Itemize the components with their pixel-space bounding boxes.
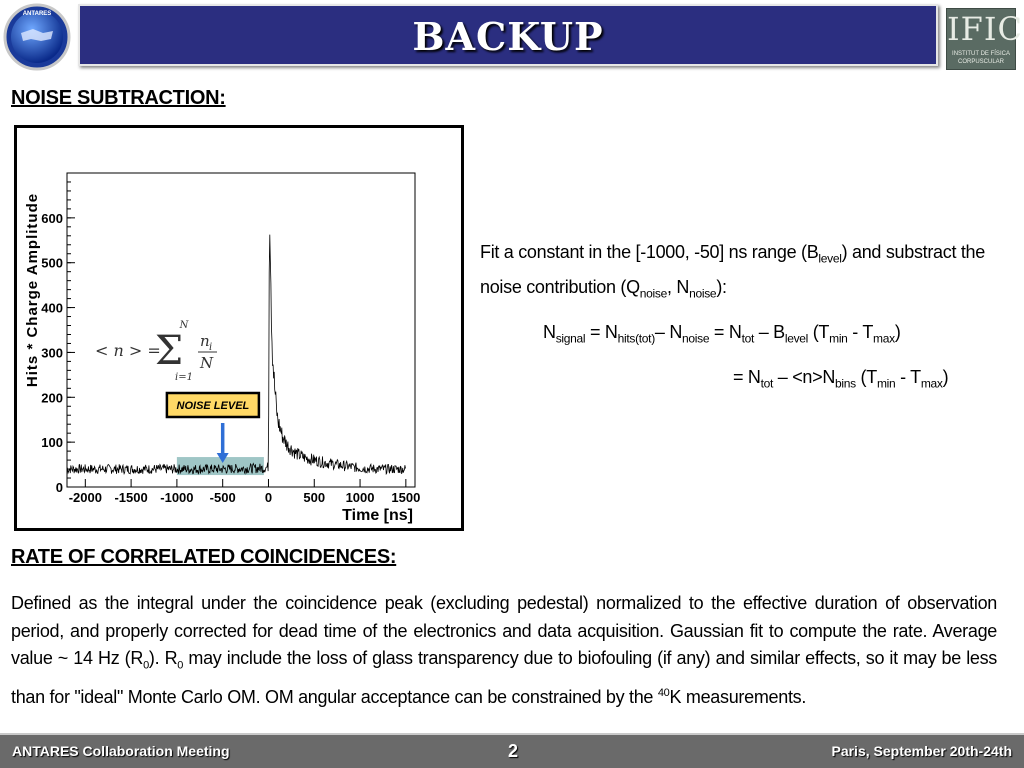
ific-logo-line2: CORPUSCULAR [957,59,1004,65]
y-tick-label: 0 [55,480,63,495]
x-tick-label: -2000 [68,490,102,505]
eq1-part: = N [709,322,742,342]
antares-logo [3,3,71,71]
formula-sigma: Σ [154,328,184,374]
eq1-part: – N [654,322,683,342]
eq1-sub: max [873,331,895,346]
para-text-4: K measurements. [669,687,807,708]
y-tick-label: 300 [41,345,63,361]
eq2-sub: tot [760,376,774,391]
correlated-coincidences-heading: RATE OF CORRELATED COINCIDENCES: [11,546,397,568]
footer-meeting: ANTARES Collaboration Meeting [12,743,230,759]
y-tick-label: 500 [41,255,63,271]
eq2-sub: min [876,376,896,391]
noise-subtraction-heading: NOISE SUBTRACTION: [11,87,226,109]
desc-sub-level: level [818,251,842,266]
desc-text-4: ): [716,276,727,297]
x-axis-label: Time [ns] [342,507,413,524]
x-tick-label: 1500 [391,490,421,505]
formula-sum-bottom: i=1 [175,372,193,383]
y-axis-label: Hits * Charge Amplitude [24,192,41,388]
para-sup-40: 40 [657,687,670,700]
footer-page-number: 2 [508,741,519,761]
signal-equation-continued [733,367,948,391]
eq2-part: – <n>N [773,367,836,387]
desc-text-3: , N [667,276,690,297]
x-tick-label: 500 [303,490,326,505]
formula-numerator-sub: i [209,342,213,353]
eq2-part: ) [942,367,949,387]
eq1-sub: noise [682,331,710,346]
y-tick-label: 100 [41,435,63,451]
antares-logo-text: ANTARES [22,11,52,17]
desc-text-2: ) and substract the noise contribution (Q [480,242,985,297]
eq1-part: = N [585,322,618,342]
desc-text-1: Fit a constant in the [-1000, -50] ns range (B [480,242,819,262]
formula-sum-top: N [179,320,189,331]
footer-bar [0,733,1024,768]
formula-denominator: N [200,354,214,372]
eq1-sub: level [784,331,809,346]
para-sub-r0: 0 [143,659,149,672]
y-tick-label: 600 [41,210,63,226]
plot-area [67,173,415,487]
ific-logo-text: IFIC [947,10,1023,48]
plot-frame [14,125,464,531]
x-tick-label: -500 [209,490,236,505]
x-tick-label: -1500 [114,490,148,505]
x-tick-label: -1000 [160,490,194,505]
x-tick-label: 0 [264,490,273,505]
ific-logo-line1: INSTITUT DE FÍSICA [952,51,1010,57]
para-sub-r0-2: 0 [177,659,184,672]
noise-chart [17,128,461,528]
formula-lhs: < n > = [95,341,161,360]
x-tick-label: 1000 [345,490,375,505]
eq1-part: ) [894,322,901,342]
eq1-sub: hits(tot) [617,331,655,346]
y-tick-label: 200 [41,390,63,406]
y-tick-label: 400 [41,300,63,316]
para-text-1: Defined as the integral under the coincidence peak (excluding pedestal) normalized to the effective duration of observation period, and properly corrected for dead time of the electronics and data acquisition. Gaussian fit to compute the rate. Average value ~ 14 Hz (R [11,593,997,668]
eq2-sub: max [920,376,943,391]
eq1-part: - T [847,322,874,342]
para-text-2: ). R [148,648,178,668]
para-text-3: may include the loss of glass transparency due to biofouling (if any) and similar effects, so it may be less than for "ideal" Monte Carlo OM. OM angular acceptance can be constrained by the [11,648,997,708]
formula-numerator: n [200,332,210,350]
eq1-sub: min [829,331,848,346]
eq1-part: – B [754,322,785,342]
rate-paragraph [11,590,997,712]
noise-level-label: NOISE LEVEL [176,400,250,412]
eq2-part: - T [895,367,921,387]
eq1-part: (T [808,322,830,342]
title-banner [78,4,938,66]
desc-sub-noise: noise [639,286,667,301]
eq1-part: N [543,322,556,342]
eq1-sub: signal [555,331,586,346]
eq2-part: = N [733,367,761,387]
footer-location-date: Paris, September 20th-24th [831,743,1012,759]
eq1-sub: tot [741,331,755,346]
signal-equation [543,322,901,346]
fit-description [480,238,1010,307]
eq2-part: (T [855,367,877,387]
slide-title: BACKUP [412,14,604,59]
ific-logo [946,8,1023,70]
desc-sub-noise-2: noise [689,286,717,301]
eq2-sub: bins [835,376,856,391]
